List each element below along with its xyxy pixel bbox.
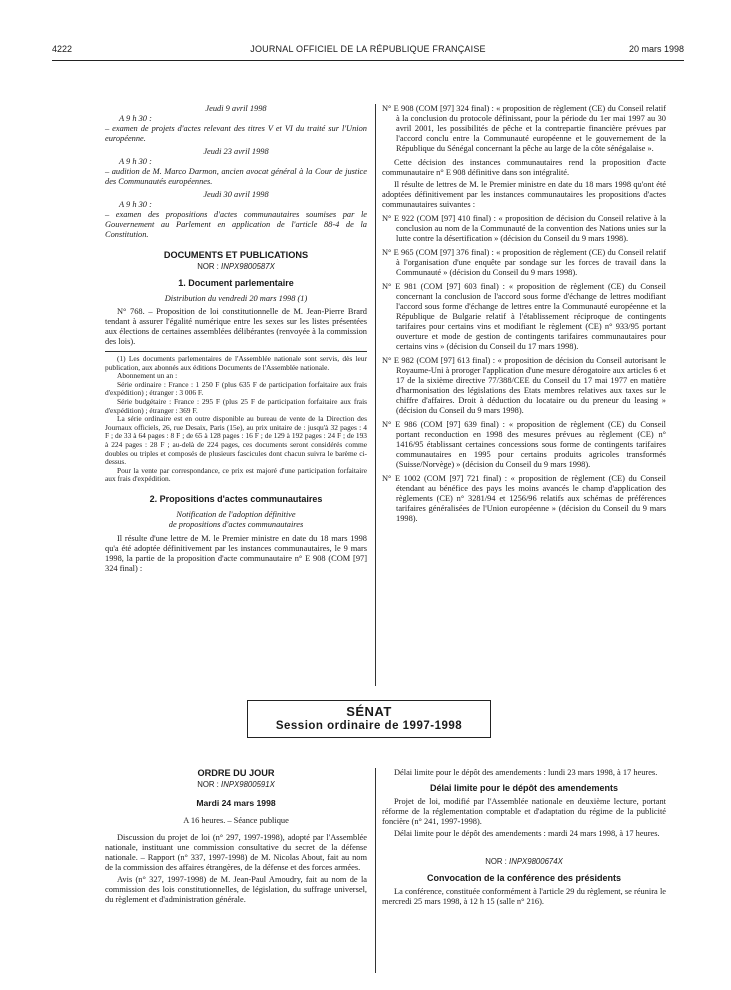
act-item: N° E 1002 (COM [97] 721 final) : « proposition de règlement (CE) du Conseil étendant au bénéfice des pays les moins avancés le champ d'application des règlements (CE) n° 3281/94 et 1256/96 relatifs aux schémas de préférences tarifaires généralisées de l'Union européenne » (décision du Conseil du 9 mars 1998).	[382, 474, 666, 523]
agenda-text: – examen des propositions d'actes communautaires soumises par le Gouvernement au Parlement en application de l'article 88-4 de la Constitution.	[105, 210, 367, 239]
agenda-day: Jeudi 23 avril 1998	[203, 147, 269, 156]
documents-heading: DOCUMENTS ET PUBLICATIONS	[163, 250, 309, 260]
agenda-entry	[105, 104, 367, 144]
act-item: N° E 981 (COM [97] 603 final) : « proposition de règlement (CE) du Conseil concernant la conclusion de l'accord sous forme d'échange de lettres modifiant l'accord sous forme d'échange de lettres entre la Communauté européenne et la République de Bulgarie relatif à l'établissement réciproque de contingents tarifaires pour certains vins et modifiant le règlement (CE) n° 933/95 portant ouverture et mode de gestion de contingents tarifaires communautaires pour certains vins » (décision du Conseil du 17 mars 1998).	[382, 282, 666, 351]
nor-reference	[105, 262, 367, 272]
agenda-entry	[105, 147, 367, 187]
agenda-paragraph: Discussion du projet de loi (n° 297, 1997-1998), adopté par l'Assemblée nationale, instituant une commission consultative du secret de la défense nationale. – Rapport (n° 337, 1997-1998) de M. Nicolas About, fait au nom de la commission des affaires étrangères, de la défense et des forces armées.	[105, 833, 367, 872]
agenda-day: Jeudi 9 avril 1998	[205, 104, 267, 113]
issue-date: 20 mars 1998	[628, 44, 684, 54]
deadline-heading: Délai limite pour le dépôt des amendements	[429, 783, 619, 793]
footnote: (1) Les documents parlementaires de l'Assemblée nationale sont servis, dès leur publication, aux abonnés aux éditions Documents de l'Assemblée nationale.	[105, 354, 367, 372]
agenda-time: A 9 h 30 :	[119, 200, 152, 209]
senat-title: SÉNAT	[346, 704, 392, 719]
nor-code: INPX9800674X	[509, 857, 563, 866]
nor-reference	[105, 780, 367, 790]
deadline-text: Délai limite pour le dépôt des amendements : lundi 23 mars 1998, à 17 heures.	[394, 768, 658, 777]
agenda-day: Jeudi 30 avril 1998	[203, 190, 269, 199]
bill-text: Projet de loi, modifié par l'Assemblée nationale en deuxième lecture, portant réforme de la réglementation comptable et d'adaptation du régime de la publicité foncière (n° 241, 1997-1998).	[382, 797, 666, 826]
act-item: N° E 908 (COM [97] 324 final) : « proposition de règlement (CE) du Conseil relatif à la conclusion du protocole définissant, pour la période du 1er mai 1997 au 30 avril 2001, les possibilités de pêche et la contrepartie financière prévues par l'accord conclu entre la Communauté européenne et le gouvernement de la République du Sénégal concernant la pêche au large de la côte sénégalaise ».	[382, 104, 666, 153]
column-divider	[375, 104, 376, 686]
document-item: N° 768. – Proposition de loi constitutionnelle de M. Jean-Pierre Brard tendant à assurer l'égalité numérique entre les sexes sur les listes présentées aux élections de certaines assemblées délibérantes (renvoyée à la commission des lois).	[105, 307, 367, 346]
column-3	[105, 768, 367, 907]
distribution-line: Distribution du vendredi 20 mars 1998 (1)	[164, 294, 308, 303]
footnote: Abonnement un an :	[117, 371, 178, 381]
nor-label: NOR :	[197, 262, 219, 271]
agenda-entry	[105, 190, 367, 240]
footnote: Pour la vente par correspondance, ce prix est majoré d'une participation forfaitaire aux frais d'expédition.	[105, 465, 367, 484]
nor-code: INPX9800587X	[221, 262, 275, 271]
act-item: N° E 986 (COM [97] 639 final) : « proposition de règlement (CE) du Conseil portant reconduction en 1998 des mesures prévues au règlement (CE) n° 1416/95 établissant certaines concessions sous forme de contingents tarifaires communautaires en 1995 pour certains produits agricoles transformés (Suisse/Norvège) » (décision du Conseil du 9 mars 1998).	[382, 420, 666, 469]
conference-text: La conférence, constituée conformément à l'article 29 du règlement, se réunira le mercredi 25 mars 1998, à 12 h 15 (salle n° 216).	[382, 887, 666, 906]
page-header	[52, 44, 684, 58]
nor-code: INPX9800591X	[221, 780, 275, 789]
session-date: Mardi 24 mars 1998	[196, 798, 276, 808]
footnote: La série ordinaire est en outre disponible au bureau de vente de la Direction des Journaux officiels, 26, rue Desaix, Paris (15e), au prix unitaire de : jusqu'à 32 pages : 4 F ; de 33 à 64 pages : 8 F ; de 65 à 128 pages : 16 F ; de 129 à 192 pages : 24 F ; de 193 à 224 pages : 28 F ; au-delà de 224 pages, ces documents seront considérés comme doubles ou triples et composés de plusieurs fascicules dont chacun suivra le barème ci-dessus.	[105, 414, 367, 467]
deadline-text: Délai limite pour le dépôt des amendements : mardi 24 mars 1998, à 17 heures.	[394, 829, 660, 838]
section-2-subtitle: de propositions d'actes communautaires	[168, 519, 304, 529]
act-item: N° E 982 (COM [97] 613 final) : « proposition de décision du Conseil autorisant le Royaume-Uni à proroger l'application d'une mesure dérogatoire aux articles 6 et 17 de la sixième directive 77/388/CEE du Conseil du 17 mai 1977 en matière d'harmonisation des législations des Etats membres relatives aux taxes sur le chiffre d'affaires. Droit à déduction du locataire ou du preneur du leasing » (décision du Conseil du 9 mars 1998).	[382, 356, 666, 415]
session-title: Session ordinaire de 1997-1998	[275, 720, 463, 732]
intro-text: Il résulte de lettres de M. le Premier ministre en date du 18 mars 1998 qu'ont été adoptées définitivement par les instances communautaires les propositions d'actes communautaires suivantes :	[382, 180, 666, 209]
section-2-subtitle: Notification de l'adoption définitive	[176, 509, 296, 519]
ordre-du-jour-heading: ORDRE DU JOUR	[197, 768, 275, 778]
conference-heading: Convocation de la conférence des présidents	[426, 873, 622, 883]
agenda-paragraph: Avis (n° 327, 1997-1998) de M. Jean-Paul Amoudry, fait au nom de la commission des lois constitutionnelles, de législation, du suffrage universel, du règlement et d'administration générale.	[105, 875, 367, 904]
header-rule	[52, 60, 684, 61]
column-1	[105, 104, 367, 576]
nor-label: NOR :	[485, 857, 507, 866]
journal-title: JOURNAL OFFICIEL DE LA RÉPUBLIQUE FRANÇAISE	[250, 44, 486, 54]
senat-banner	[247, 700, 491, 738]
footnote-rule	[105, 351, 367, 352]
section-2-heading: 2. Propositions d'actes communautaires	[149, 493, 323, 504]
agenda-text: – audition de M. Marco Darmon, ancien avocat général à la Cour de justice des Communautés européennes.	[105, 167, 367, 186]
footnote: Série budgétaire : France : 295 F (plus 25 F de participation forfaitaire aux frais d'expédition) ; étranger : 369 F.	[105, 396, 367, 415]
agenda-text: – examen de projets d'actes relevant des titres V et VI du traité sur l'Union européenne.	[105, 124, 367, 143]
page-number: 4222	[52, 44, 73, 54]
agenda-time: A 9 h 30 :	[119, 114, 152, 123]
column-4	[382, 768, 666, 909]
agenda-time: A 9 h 30 :	[119, 157, 152, 166]
footnote: Série ordinaire : France : 1 250 F (plus 635 F de participation forfaitaire aux frais d'expédition) ; étranger : 3 006 F.	[105, 379, 367, 398]
column-2	[382, 104, 666, 528]
nor-label: NOR :	[197, 780, 219, 789]
footnotes	[105, 351, 367, 484]
act-item: N° E 965 (COM [97] 376 final) : « proposition de règlement (CE) du Conseil relatif à l'organisation d'une enquête par sondage sur les forces de travail dans la Communauté » (décision du Conseil du 9 mars 1998).	[382, 248, 666, 277]
session-time: A 16 heures. – Séance publique	[183, 816, 289, 825]
section-2-text: Il résulte d'une lettre de M. le Premier ministre en date du 18 mars 1998 qu'a été adoptée définitivement par les instances communautaires, le 9 mars 1998, la partie de la proposition d'acte communautaire n° E 908 (COM [97] 324 final) :	[105, 533, 367, 573]
column-divider	[375, 768, 376, 973]
nor-reference	[382, 857, 666, 867]
section-1-heading: 1. Document parlementaire	[178, 278, 294, 288]
decision-text: Cette décision des instances communautaires rend la proposition d'acte communautaire n° E 908 définitive dans son intégralité.	[382, 158, 666, 177]
act-item: N° E 922 (COM [97] 410 final) : « proposition de décision du Conseil relative à la conclusion au nom de la Communauté de la convention des Nations unies sur la lutte contre la désertification » (décision du Conseil du 9 mars 1998).	[382, 214, 666, 243]
